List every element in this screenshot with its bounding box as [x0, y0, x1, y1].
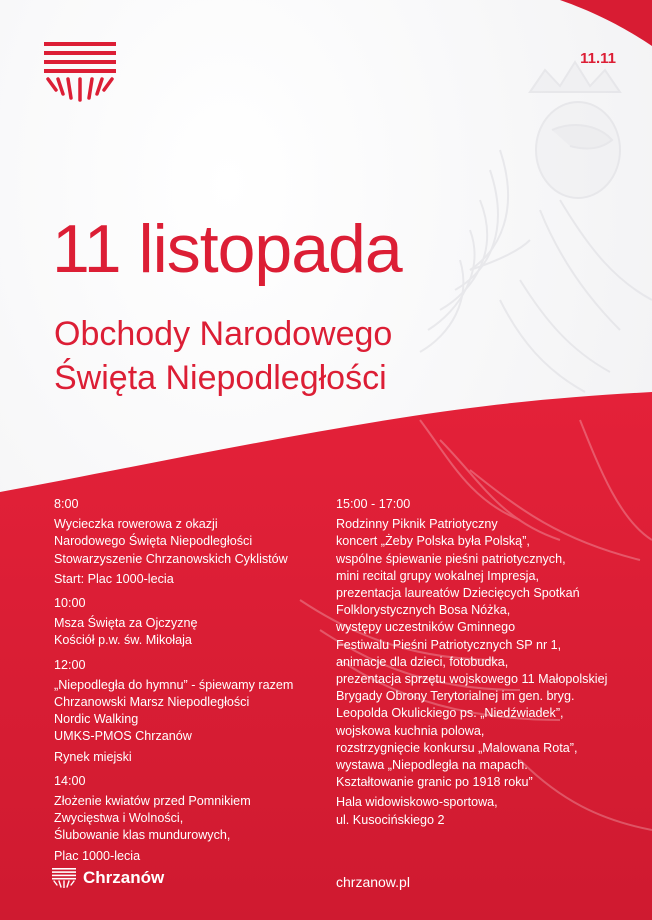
event-time: 12:00 — [54, 657, 86, 672]
event-line: Nordic Walking — [54, 712, 139, 727]
event-line: Rodzinny Piknik Patriotyczny — [336, 517, 498, 532]
event-place: ul. Kusocińskiego 2 — [336, 812, 445, 827]
subtitle-line: Obchody Narodowego — [54, 315, 393, 353]
event-place: Start: Plac 1000-lecia — [54, 571, 174, 586]
event-block — [54, 657, 314, 766]
event-line: Kościół p.w. św. Mikołaja — [54, 633, 192, 648]
event-block — [54, 496, 314, 588]
event-place: Rynek miejski — [54, 749, 132, 764]
chrzanow-logo-icon — [44, 42, 116, 102]
event-line: Wycieczka rowerowa z okazji — [54, 517, 218, 532]
headline-title: 11 listopada — [52, 211, 402, 287]
event-time: 15:00 - 17:00 — [336, 497, 411, 511]
footer-website-link[interactable]: chrzanow.pl — [336, 874, 410, 890]
subtitle-line: Święta Niepodległości — [54, 359, 387, 397]
event-time: 10:00 — [54, 596, 86, 611]
event-line: występy uczestników Gminnego — [336, 620, 516, 635]
event-line: UMKS-PMOS Chrzanów — [54, 729, 192, 744]
schedule-right-column — [336, 496, 636, 829]
event-line: „Niepodległa do hymnu” - śpiewamy razem — [54, 677, 294, 692]
schedule-left-column — [54, 496, 314, 872]
event-line: wojskowa kuchnia polowa, — [336, 723, 485, 738]
event-block — [54, 773, 314, 865]
event-line: Plac 1000-lecia — [54, 848, 141, 863]
event-line: Leopolda Okulickiego ps. „Niedźwiadek”, — [336, 706, 564, 721]
chrzanow-small-logo-icon — [52, 868, 76, 888]
footer-logo — [52, 868, 164, 888]
event-line: wystawa „Niepodległa na mapach. — [336, 758, 528, 773]
event-time: 14:00 — [54, 773, 86, 788]
event-time: 8:00 — [54, 497, 79, 511]
event-line: prezentacja laureatów Dziecięcych Spotkań — [336, 586, 580, 601]
event-line: rozstrzygnięcie konkursu „Malowana Rota”, — [336, 740, 578, 755]
footer-brand: Chrzanów — [83, 868, 165, 887]
event-line: koncert „Żeby Polska była Polską”, — [336, 534, 530, 549]
event-line: mini recital grupy wokalnej Impresja, — [336, 568, 539, 583]
event-line: Ślubowanie klas mundurowych, — [54, 828, 231, 843]
event-line: animacje dla dzieci, fotobudka, — [336, 654, 509, 669]
event-line: prezentacja sprzętu wojskowego 11 Małopolskiej — [336, 672, 608, 687]
event-line: Msza Święta za Ojczyznę — [54, 616, 198, 631]
event-line: wspólne śpiewanie pieśni patriotycznych, — [336, 551, 566, 566]
event-line: Kształtowanie granic po 1918 roku” — [336, 775, 533, 790]
date-tag: 11.11 — [580, 50, 616, 67]
event-block — [54, 595, 314, 650]
event-line: Zwycięstwa i Wolności, — [54, 811, 184, 826]
event-line: Złożenie kwiatów przed Pomnikiem — [54, 794, 251, 809]
event-line: Stowarzyszenie Chrzanowskich Cyklistów — [54, 551, 288, 566]
event-place: Hala widowiskowo-sportowa, — [336, 795, 498, 810]
event-line: Festiwalu Pieśni Patriotycznych SP nr 1, — [336, 637, 562, 652]
subtitle — [54, 312, 392, 400]
event-line: Chrzanowski Marsz Niepodległości — [54, 695, 250, 710]
event-line: Narodowego Święta Niepodległości — [54, 534, 253, 549]
event-line: Brygady Obrony Terytorialnej im gen. bryg. — [336, 689, 575, 704]
event-line: Folklorystycznych Bosa Nóżka, — [336, 603, 511, 618]
